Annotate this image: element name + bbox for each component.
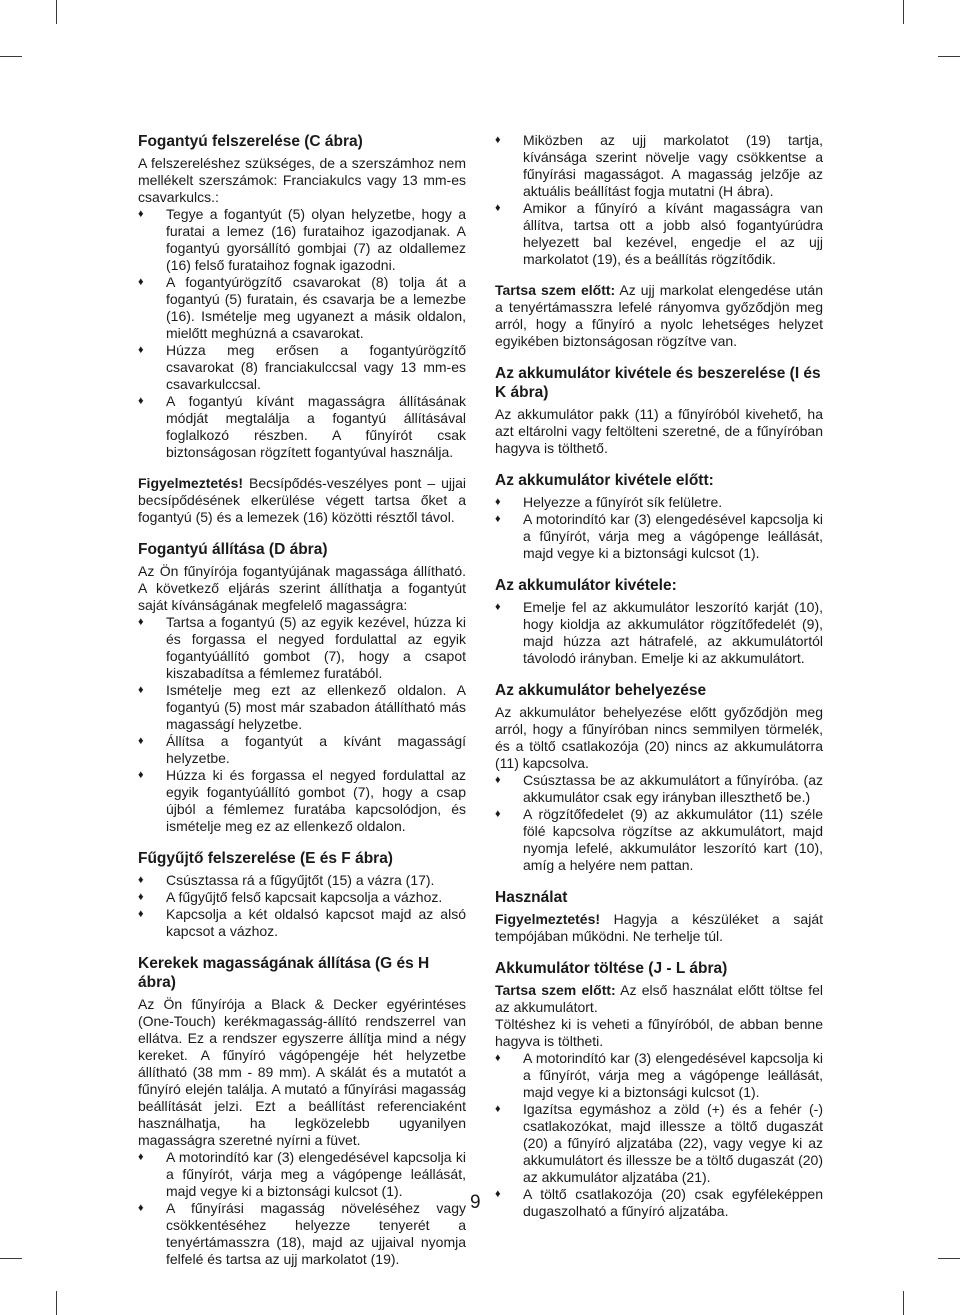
list-item: ♦ Igazítsa egymáshoz a zöld (+) és a fehér (-) csatlakozókat, majd illessze a töltő dugaszát (20) a fűnyíró aljzatába (22), vagy vegye ki az akkumulátort és illessze be a töltő dugaszát (20) az akkumulátor aljzatába (21). xyxy=(495,1101,823,1185)
diamond-bullet-icon: ♦ xyxy=(138,769,144,781)
bullet-list xyxy=(138,614,466,835)
section-title: Az akkumulátor kivétele előtt: xyxy=(495,472,714,489)
diamond-bullet-icon: ♦ xyxy=(138,208,144,220)
diamond-bullet-icon: ♦ xyxy=(495,601,501,613)
bullet-list xyxy=(138,206,466,461)
diamond-bullet-icon: ♦ xyxy=(138,874,144,886)
diamond-bullet-icon: ♦ xyxy=(495,1188,501,1200)
warning-label: Figyelmeztetés! xyxy=(138,475,244,491)
list-item: ♦ Ismételje meg ezt az ellenkező oldalon. A fogantyú (5) most már szabadon átállítható más magasságí helyzetbe. xyxy=(138,682,466,732)
diamond-bullet-icon: ♦ xyxy=(495,774,501,786)
bullet-list xyxy=(495,599,823,667)
list-item: ♦ Amikor a fűnyíró a kívánt magasságra van állítva, tartsa ott a jobb alsó fogantyúrúdra helyezett bal kezével, engedje el az ujj markolatot (19), és a beállítás rögzítődik. xyxy=(495,200,823,267)
list-item: ♦ A töltő csatlakozója (20) csak egyféleképpen dugaszolható a fűnyíró aljzatába. xyxy=(495,1186,823,1219)
list-item: ♦ Helyezze a fűnyírót sík felületre. xyxy=(495,494,723,510)
attention-label: Tartsa szem előtt: xyxy=(495,982,616,998)
bullet-list xyxy=(495,1050,823,1220)
right-column xyxy=(495,132,823,1234)
crop-mark xyxy=(56,0,57,24)
page-number: 9 xyxy=(470,1192,481,1213)
section-title: Használat xyxy=(495,889,568,906)
diamond-bullet-icon: ♦ xyxy=(138,684,144,696)
list-item: ♦ Csúsztassa rá a fűgyűjtőt (15) a vázra (17). xyxy=(138,872,435,888)
diamond-bullet-icon: ♦ xyxy=(495,134,501,146)
list-item: ♦ Állítsa a fogantyút a kívánt magasságí helyzetbe. xyxy=(138,733,466,766)
paragraph: Az Ön fűnyírója fogantyújának magassága állítható. A következő eljárás szerint állíthatja a fogantyút saját kívánságának megfelelő magasságra: xyxy=(138,563,466,613)
note-paragraph: Tartsa szem előtt: Az ujj markolat elengedése után a tenyértámasszra lefelé rányomva győződjön meg arról, hogy a fűnyíró a nyolc lehetséges helyzet egyikében biztonságosan rögzítve van. xyxy=(495,282,823,349)
warning-paragraph: Figyelmeztetés! Hagyja a készüléket a saját tempójában működni. Ne terhelje túl. xyxy=(495,911,823,944)
diamond-bullet-icon: ♦ xyxy=(495,1103,501,1115)
diamond-bullet-icon: ♦ xyxy=(138,891,144,903)
crop-mark xyxy=(938,56,960,57)
list-item: ♦ Miközben az ujj markolatot (19) tartja, kívánsága szerint növelje vagy csökkentse a fűnyírási magasságot. A magasság jelzője az aktuális beállítást fogja mutatni (H ábra). xyxy=(495,132,823,199)
diamond-bullet-icon: ♦ xyxy=(138,276,144,288)
list-item: ♦ Húzza meg erősen a fogantyúrögzítő csavarokat (8) franciakulccsal vagy 13 mm-es csavarkulccsal. xyxy=(138,342,466,392)
bullet-list xyxy=(495,132,823,268)
list-item: ♦ A fűnyírási magasság növeléséhez vagy csökkentéséhez helyezze tenyerét a tenyértámasszra (18), majd az ujjaival nyomja felfelé és tartsa az ujj markolatot (19). xyxy=(138,1200,466,1267)
section-title: Kerekek magasságának állítása (G és H ábra) xyxy=(138,955,430,991)
list-item: ♦ Tegye a fogantyút (5) olyan helyzetbe, hogy a furatai a lemez (16) furataihoz igazodjanak. A fogantyú gyorsállító gombjai (7) az oldallemez (16) felső furataihoz fognak igazodni. xyxy=(138,206,466,273)
bullet-list xyxy=(138,872,466,940)
paragraph: A felszereléshez szükséges, de a szerszámhoz nem mellékelt szerszámok: Franciakulcs vagy 13 mm-es csavarkulcs.: xyxy=(138,155,466,205)
paragraph: Az akkumulátor behelyezése előtt győződjön meg arról, hogy a fűnyíróban nincs semmilyen törmelék, és a töltő csatlakozója (20) nincs az akkumulátorra (11) kapcsolva. xyxy=(495,704,823,771)
diamond-bullet-icon: ♦ xyxy=(138,735,144,747)
section-title: Fűgyűjtő felszerelése (E és F ábra) xyxy=(138,850,393,867)
diamond-bullet-icon: ♦ xyxy=(138,1151,144,1163)
attention-label: Tartsa szem előtt: xyxy=(495,282,616,298)
note-paragraph: Tartsa szem előtt: Az első használat előtt töltse fel az akkumulátort. xyxy=(495,982,823,1015)
section-title: Az akkumulátor kivétele: xyxy=(495,577,677,594)
diamond-bullet-icon: ♦ xyxy=(138,1202,144,1214)
section-title: Akkumulátor töltése (J - L ábra) xyxy=(495,960,728,977)
section-title: Fogantyú felszerelése (C ábra) xyxy=(138,133,363,150)
bullet-list xyxy=(495,772,823,874)
list-item: ♦ A rögzítőfedelet (9) az akkumulátor (11) széle fölé kapcsolva rögzítse az akkumulátort, majd nyomja lefelé, akkumulátor leszorító kart (10), amíg a helyére nem pattan. xyxy=(495,806,823,873)
paragraph: Töltéshez ki is veheti a fűnyíróból, de abban benne hagyva is töltheti. xyxy=(495,1016,823,1049)
paragraph: Az Ön fűnyírója a Black & Decker egyérintéses (One-Touch) kerékmagasság-állító rendszerrel van ellátva. Ez a rendszer egyszerre állítja mind a négy kereket. A fűnyíró vágópengéje hét helyzetbe állítható (38 mm - 89 mm). A skálát és a mutatót a fűnyíró elején találja. A mutató a fűnyírási magasság beállítását jelzi. Ezt a beállítást referenciaként használhatja, ha legközelebb ugyanilyen magasságra szeretné nyírni a füvet. xyxy=(138,996,466,1148)
diamond-bullet-icon: ♦ xyxy=(138,395,144,407)
warning-label: Figyelmeztetés! xyxy=(495,911,601,927)
warning-paragraph: Figyelmeztetés! Becsípődés-veszélyes pont – ujjai becsípődésének elkerülése végett tartsa őket a fogantyú (5) és a lemezek (16) közötti résztől távol. xyxy=(138,475,466,525)
bullet-list xyxy=(495,494,823,562)
crop-mark xyxy=(0,1258,22,1259)
left-column xyxy=(138,132,466,1282)
diamond-bullet-icon: ♦ xyxy=(138,344,144,356)
list-item: ♦ A motorindító kar (3) elengedésével kapcsolja ki a fűnyírót, várja meg a vágópenge leállását, majd vegye ki a biztonsági kulcsot (1). xyxy=(138,1149,466,1199)
list-item: ♦ Csúsztassa be az akkumulátort a fűnyíróba. (az akkumulátor csak egy irányban illeszthető be.) xyxy=(495,772,823,805)
diamond-bullet-icon: ♦ xyxy=(495,513,501,525)
list-item: ♦ Kapcsolja a két oldalsó kapcsot majd az alsó kapcsot a vázhoz. xyxy=(138,906,466,939)
section-title: Az akkumulátor behelyezése xyxy=(495,682,707,699)
crop-mark xyxy=(903,1291,904,1315)
list-item: ♦ A fogantyú kívánt magasságra állításának módját megtalálja a fogantyú állításával foglalkozó részben. A fűnyírót csak biztonságosan rögzített fogantyúval használja. xyxy=(138,393,466,460)
diamond-bullet-icon: ♦ xyxy=(495,1052,501,1064)
crop-mark xyxy=(938,1258,960,1259)
list-item: ♦ A motorindító kar (3) elengedésével kapcsolja ki a fűnyírót, várja meg a vágópenge leállását, majd vegye ki a biztonsági kulcsot (1). xyxy=(495,511,823,561)
list-item: ♦ Húzza ki és forgassa el negyed fordulattal az egyik fogantyúállító gombot (7), hogy a csap újból a fémlemez furatába kapcsolódjon, és ismételje meg ez az ellenkező oldalon. xyxy=(138,767,466,834)
crop-mark xyxy=(903,0,904,24)
crop-mark xyxy=(0,56,22,57)
section-title: Fogantyú állítása (D ábra) xyxy=(138,541,328,558)
diamond-bullet-icon: ♦ xyxy=(495,496,501,508)
list-item: ♦ Tartsa a fogantyú (5) az egyik kezével, húzza ki és forgassa el negyed fordulattal az egyik fogantyúállító gombot (7), hogy a csapot kiszabadítsa a fémlemez furatából. xyxy=(138,614,466,681)
list-item: ♦ A motorindító kar (3) elengedésével kapcsolja ki a fűnyírót, várja meg a vágópenge leállását, majd vegye ki a biztonsági kulcsot (1). xyxy=(495,1050,823,1100)
paragraph: Az akkumulátor pakk (11) a fűnyíróból kivehető, ha azt eltárolni vagy feltölteni szeretné, de a fűnyíróban hagyva is tölthető. xyxy=(495,406,823,456)
list-item: ♦ A fogantyúrögzítő csavarokat (8) tolja át a fogantyú (5) furatain, és csavarja be a lemezbe (16). Ismételje meg ugyanezt a másik oldalon, mielőtt meghúzná a csavarokat. xyxy=(138,274,466,341)
list-item: ♦ Emelje fel az akkumulátor leszorító karját (10), hogy kioldja az akkumulátor rögzítőfedelét (9), majd húzza azt hátrafelé, az akkumulátortól távolodó irányban. Emelje ki az akkumulátort. xyxy=(495,599,823,666)
bullet-list xyxy=(138,1149,466,1268)
list-item: ♦ A fűgyűjtő felső kapcsait kapcsolja a vázhoz. xyxy=(138,889,443,905)
diamond-bullet-icon: ♦ xyxy=(495,808,501,820)
crop-mark xyxy=(56,1291,57,1315)
diamond-bullet-icon: ♦ xyxy=(138,908,144,920)
section-title: Az akkumulátor kivétele és beszerelése (I és K ábra) xyxy=(495,365,821,401)
diamond-bullet-icon: ♦ xyxy=(138,616,144,628)
diamond-bullet-icon: ♦ xyxy=(495,202,501,214)
